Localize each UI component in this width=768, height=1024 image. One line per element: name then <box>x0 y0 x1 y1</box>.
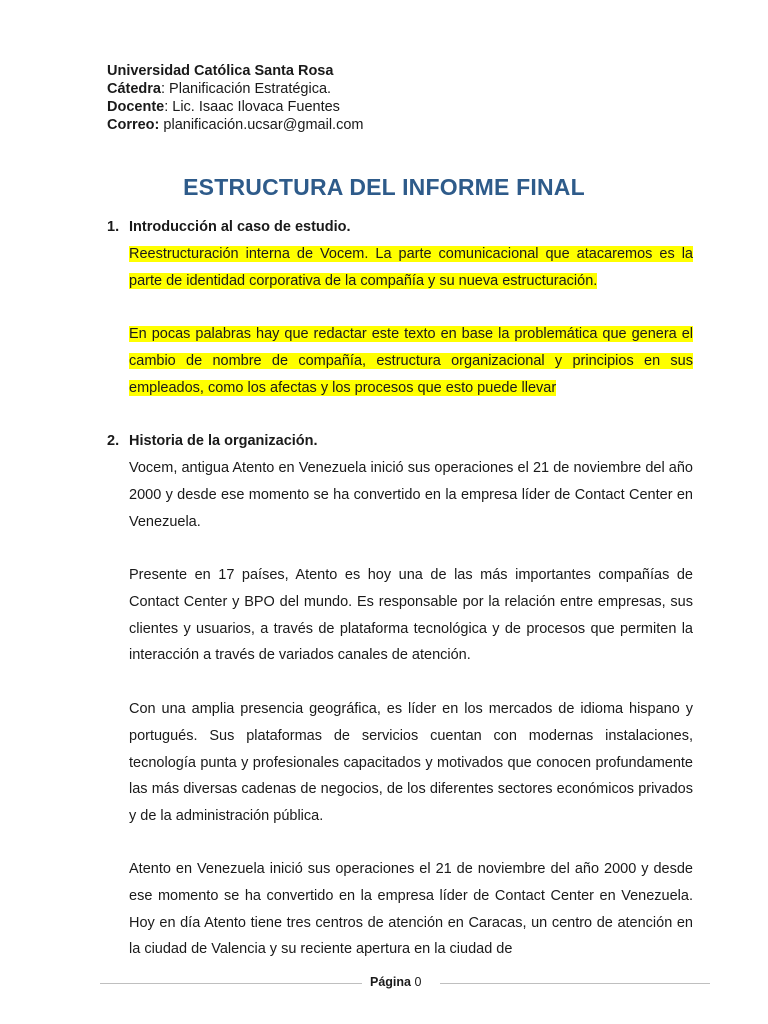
page-footer <box>0 970 768 1000</box>
university-name: Universidad Católica Santa Rosa <box>107 63 334 79</box>
document-title: ESTRUCTURA DEL INFORME FINAL <box>183 174 585 200</box>
paragraph-intro-2 <box>129 321 693 401</box>
footer-rule-left <box>100 983 362 984</box>
highlighted-text: Reestructuración interna de Vocem. La parte comunicacional que atacaremos es la parte de identidad corporativa de la compañía y su nueva estructuración. <box>129 246 693 289</box>
catedra-line <box>107 80 363 98</box>
correo-line <box>107 116 363 134</box>
page-number-label: Página 0 <box>370 975 422 989</box>
paragraph-history-3: Con una amplia presencia geográfica, es líder en los mercados de idioma hispano y portugués. Sus plataformas de servicios cuentan con modernas instalaciones, tecnología punta y profesionales capacitados y motivados que conocen profundamente las más diversas cadenas de negocios, de los diferentes sectores económicos privados y de la administración pública. <box>129 701 693 825</box>
document-header <box>107 62 363 134</box>
paragraph-history-2: Presente en 17 países, Atento es hoy una de las más importantes compañías de Contact Center y BPO del mundo. Es responsable por la relación entre empresas, sus clientes y usuarios, a través de plataforma tecnológica y de procesos que permiten la interacción a través de variados canales de atención. <box>129 567 693 664</box>
section-heading-2 <box>107 433 318 449</box>
catedra-value: : Planificación Estratégica. <box>161 81 332 97</box>
docente-line <box>107 98 363 116</box>
correo-label: Correo: <box>107 117 160 133</box>
docente-value: : Lic. Isaac Ilovaca Fuentes <box>164 99 340 115</box>
section-number: 1. <box>107 219 120 235</box>
section-number: 2. <box>107 433 120 449</box>
section-title: Historia de la organización. <box>129 433 318 449</box>
section-heading-1 <box>107 219 351 235</box>
correo-value: planificación.ucsar@gmail.com <box>159 117 364 133</box>
footer-rule-right <box>440 983 710 984</box>
paragraph-intro-1 <box>129 241 693 295</box>
section-title: Introducción al caso de estudio. <box>129 219 351 235</box>
page-number: 0 <box>414 975 422 989</box>
paragraph-history-4: Atento en Venezuela inició sus operaciones el 21 de noviembre del año 2000 y desde ese momento se ha convertido en la empresa líder de Contact Center en Venezuela. Hoy en día Atento tiene tres centros de atención en Caracas, un centro de atención en la ciudad de Valencia y su reciente apertura en la ciudad de <box>129 861 693 958</box>
catedra-label: Cátedra <box>107 81 161 97</box>
docente-label: Docente <box>107 99 165 115</box>
highlighted-text: En pocas palabras hay que redactar este texto en base la problemática que genera el cambio de nombre de compañía, estructura organizacional y principios en sus empleados, como los afectas y los procesos que esto puede llevar <box>129 326 693 396</box>
paragraph-history-1: Vocem, antigua Atento en Venezuela inició sus operaciones el 21 de noviembre del año 2000 y desde ese momento se ha convertido en la empresa líder de Contact Center en Venezuela. <box>129 460 693 530</box>
